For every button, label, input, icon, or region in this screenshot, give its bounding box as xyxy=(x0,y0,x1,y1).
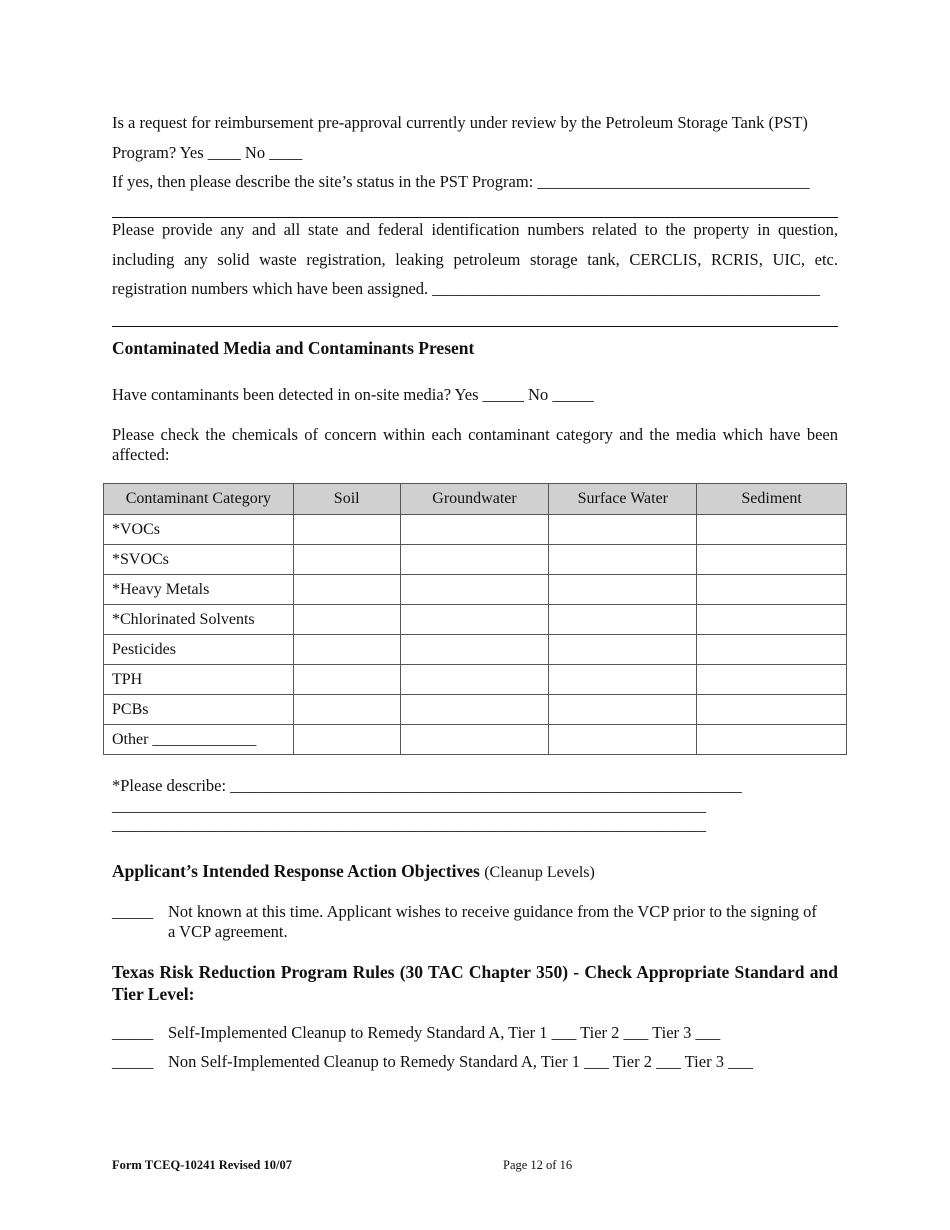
objectives-heading-normal: (Cleanup Levels) xyxy=(484,864,595,881)
category-heavy-metals: *Heavy Metals xyxy=(104,575,294,605)
header-surface-water: Surface Water xyxy=(549,484,697,515)
contaminant-table xyxy=(103,483,847,755)
footer-page-number: Page 12 of 16 xyxy=(503,1158,573,1172)
checkbox-cell-soil[interactable] xyxy=(293,545,400,575)
trrp-option1-blank[interactable]: _____ xyxy=(112,1023,154,1042)
objective-option-text: Not known at this time. Applicant wishes to receive guidance from the VCP prior to the signing of a VCP agreement. xyxy=(168,902,817,941)
checkbox-cell-surface-water[interactable] xyxy=(549,575,697,605)
checkbox-cell-soil[interactable] xyxy=(293,575,400,605)
trrp-option1-text: Self-Implemented Cleanup to Remedy Standard A, Tier 1 ___ Tier 2 ___ Tier 3 ___ xyxy=(168,1023,721,1042)
checkbox-cell-sediment[interactable] xyxy=(697,575,847,605)
table-header-row xyxy=(104,484,847,515)
header-contaminant-category: Contaminant Category xyxy=(104,484,294,515)
table-row xyxy=(104,635,847,665)
checkbox-cell-soil[interactable] xyxy=(293,605,400,635)
checkbox-cell-groundwater[interactable] xyxy=(400,605,549,635)
trrp-option2-text: Non Self-Implemented Cleanup to Remedy Standard A, Tier 1 ___ Tier 2 ___ Tier 3 ___ xyxy=(168,1052,753,1071)
category-pcbs: PCBs xyxy=(104,695,294,725)
category-svocs: *SVOCs xyxy=(104,545,294,575)
checkbox-cell-surface-water[interactable] xyxy=(549,515,697,545)
contaminated-media-heading: Contaminated Media and Contaminants Present xyxy=(112,338,475,358)
checkbox-cell-surface-water[interactable] xyxy=(549,695,697,725)
pst-question xyxy=(112,108,838,197)
table-row xyxy=(104,665,847,695)
identification-paragraph: Please provide any and all state and federal identification numbers related to the property in question, including any solid waste registration, leaking petroleum storage tank, CERCLIS, RCRIS, UIC, etc. registration numbers which have been assigned. _______________________________________________ xyxy=(112,220,838,298)
table-row xyxy=(104,515,847,545)
checkbox-cell-groundwater[interactable] xyxy=(400,725,549,755)
checkbox-cell-groundwater[interactable] xyxy=(400,545,549,575)
objective-option-blank[interactable]: _____ xyxy=(112,902,154,921)
checkbox-cell-sediment[interactable] xyxy=(697,665,847,695)
footer-form-id: Form TCEQ-10241 Revised 10/07 xyxy=(112,1158,292,1172)
table-row xyxy=(104,575,847,605)
checkbox-cell-sediment[interactable] xyxy=(697,725,847,755)
checkbox-cell-surface-water[interactable] xyxy=(549,545,697,575)
please-describe-line2[interactable]: ________________________________________________________________________ xyxy=(112,796,706,815)
checkbox-cell-sediment[interactable] xyxy=(697,635,847,665)
header-groundwater: Groundwater xyxy=(400,484,549,515)
pst-question-line2: Program? Yes ____ No ____ xyxy=(112,142,303,162)
checkbox-cell-groundwater[interactable] xyxy=(400,575,549,605)
checkbox-cell-soil[interactable] xyxy=(293,635,400,665)
header-soil: Soil xyxy=(293,484,400,515)
objectives-heading xyxy=(112,861,595,882)
checkbox-cell-groundwater[interactable] xyxy=(400,665,549,695)
checkbox-cell-sediment[interactable] xyxy=(697,695,847,725)
checkbox-cell-groundwater[interactable] xyxy=(400,635,549,665)
pst-status-line: If yes, then please describe the site’s status in the PST Program: _________________________________ xyxy=(112,172,810,191)
checkbox-cell-sediment[interactable] xyxy=(697,545,847,575)
category-tph: TPH xyxy=(104,665,294,695)
identification-answer-line xyxy=(112,326,838,327)
please-describe-line3[interactable]: ________________________________________________________________________ xyxy=(112,815,706,834)
pst-question-line1: Is a request for reimbursement pre-approval currently under review by the Petroleum Storage Tank (PST) xyxy=(112,113,808,132)
trrp-heading: Texas Risk Reduction Program Rules (30 TAC Chapter 350) - Check Appropriate Standard and Tier Level: xyxy=(112,962,838,1004)
checkbox-cell-sediment[interactable] xyxy=(697,605,847,635)
please-describe-line1[interactable]: *Please describe: ______________________________________________________________ xyxy=(112,776,742,795)
category-pesticides: Pesticides xyxy=(104,635,294,665)
checkbox-cell-groundwater[interactable] xyxy=(400,695,549,725)
header-sediment: Sediment xyxy=(697,484,847,515)
checkbox-cell-sediment[interactable] xyxy=(697,515,847,545)
contaminants-detected-question: Have contaminants been detected in on-site media? Yes _____ No _____ xyxy=(112,385,594,404)
table-row xyxy=(104,545,847,575)
checkbox-cell-groundwater[interactable] xyxy=(400,515,549,545)
category-vocs: *VOCs xyxy=(104,515,294,545)
table-row xyxy=(104,605,847,635)
checkbox-cell-surface-water[interactable] xyxy=(549,725,697,755)
checkbox-cell-soil[interactable] xyxy=(293,515,400,545)
trrp-option2-blank[interactable]: _____ xyxy=(112,1052,154,1071)
objectives-heading-bold: Applicant’s Intended Response Action Objectives xyxy=(112,861,480,881)
category-chlorinated-solvents: *Chlorinated Solvents xyxy=(104,605,294,635)
checkbox-cell-surface-water[interactable] xyxy=(549,635,697,665)
category-other[interactable]: Other _____________ xyxy=(104,725,294,755)
checkbox-cell-surface-water[interactable] xyxy=(549,605,697,635)
table-row xyxy=(104,695,847,725)
contaminants-instructions: Please check the chemicals of concern within each contaminant category and the media which have been affected: xyxy=(112,425,838,464)
checkbox-cell-surface-water[interactable] xyxy=(549,665,697,695)
checkbox-cell-soil[interactable] xyxy=(293,695,400,725)
table-row xyxy=(104,725,847,755)
checkbox-cell-soil[interactable] xyxy=(293,725,400,755)
checkbox-cell-soil[interactable] xyxy=(293,665,400,695)
